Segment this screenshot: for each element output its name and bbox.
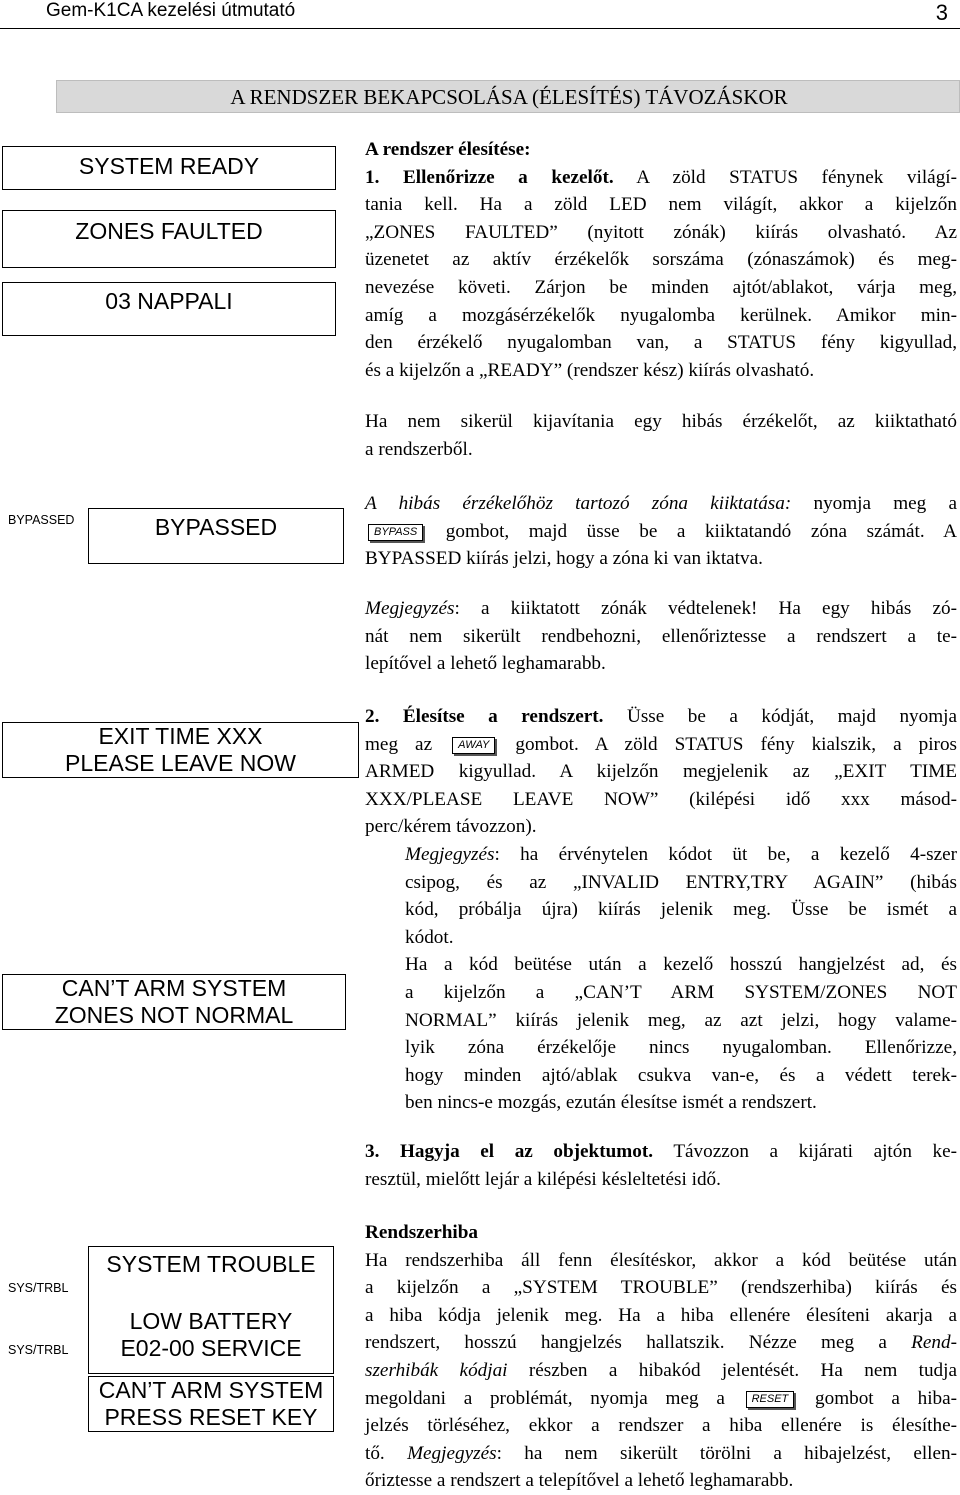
sys-trbl-indicator-label: SYS/TRBL bbox=[8, 1281, 69, 1295]
display-system-ready bbox=[2, 146, 336, 190]
text-line: lyik zóna érzékelője nincs nyugalomban. Ellenőrizze, bbox=[405, 1037, 957, 1059]
text-line: nát nem sikerült rendbehozni, ellenőriztesse a rendszert a te- bbox=[365, 625, 957, 647]
text-fragment: gombot a hiba- bbox=[815, 1387, 958, 1409]
display-zones-faulted bbox=[2, 210, 336, 268]
display-system-trouble bbox=[88, 1246, 334, 1374]
text-line: perc/kérem távozzon). bbox=[365, 816, 537, 838]
text-fragment: : ha érvénytelen kódot üt be, a kezelő 4-szer bbox=[494, 844, 957, 865]
text-line: a rendszerből. bbox=[365, 438, 473, 460]
display-exit-time bbox=[2, 722, 359, 778]
paragraph-arming-step3 bbox=[365, 1138, 957, 1193]
text-line: ARMED kigyullad. A kijelzőn megjelenik az „EXIT TIME bbox=[365, 761, 957, 783]
step-number: 2. bbox=[365, 706, 380, 727]
page-number: 3 bbox=[935, 0, 948, 25]
paragraph-bypass-info bbox=[365, 408, 957, 463]
step-title: Hagyja el az objektumot. bbox=[399, 1141, 654, 1162]
paragraph-title: Rendszerhiba bbox=[365, 1222, 478, 1243]
text-line: den érzékelő nyugalomban van, a STATUS fény kigyullad, bbox=[365, 332, 957, 354]
display-line: PRESS RESET KEY bbox=[104, 1404, 318, 1430]
text-line: üzenetet az aktív érzékelők sorszáma (zónaszámok) és meg- bbox=[365, 249, 957, 271]
text-line: NORMAL” kiírás jelenik meg, az azt jelzi, hogy valame- bbox=[405, 1009, 957, 1031]
text-line: „ZONES FAULTED” (nyitott zónák) kiírás olvasható. Az bbox=[365, 221, 957, 243]
text-line: jelzés törléséhez, ekkor a rendszer a hiba ellenére is élesíthe- bbox=[365, 1415, 957, 1437]
text-line: resztül, mielőtt lejár a kilépési késleltetési idő. bbox=[365, 1168, 721, 1190]
text-line: őriztesse a rendszert a telepítővel a lehető leghamarabb. bbox=[365, 1470, 794, 1492]
text-line: kód, próbálja újra) kiírás jelenik meg. Üsse be ismét a bbox=[405, 899, 957, 921]
display-line: ZONES FAULTED bbox=[75, 218, 263, 244]
text-line bbox=[365, 518, 957, 546]
text-fragment: : a kiiktatott zónák védtelenek! Ha egy hibás zó- bbox=[454, 598, 957, 619]
display-line: SYSTEM READY bbox=[78, 153, 260, 179]
display-line: SYSTEM TROUBLE bbox=[106, 1251, 316, 1277]
display-line: EXIT TIME XXX bbox=[98, 723, 263, 749]
text-line: kódot. bbox=[405, 926, 454, 948]
display-line: BYPASSED bbox=[154, 514, 278, 540]
text-line: BYPASSED kiírás jelzi, hogy a zóna ki van iktatva. bbox=[365, 548, 763, 570]
text-fragment: A hibás érzékelőhöz tartozó zóna kiiktatása: bbox=[365, 493, 792, 514]
text-line: Ha nem sikerül kijavítania egy hibás érzékelőt, az kiiktatható bbox=[365, 411, 957, 432]
display-line: E02-00 SERVICE bbox=[120, 1335, 302, 1361]
text-line: és a kijelzőn a „READY” (rendszer kész) kiírás olvasható. bbox=[365, 359, 815, 381]
text-line: hogy minden ajtó/ablak csukva van-e, és a védett terek- bbox=[405, 1064, 957, 1086]
reset-key-icon: RESET bbox=[746, 1391, 795, 1408]
display-line: CAN’T ARM SYSTEM bbox=[61, 975, 287, 1001]
text-line: XXX/PLEASE LEAVE NOW” (kilépési idő xxx másod- bbox=[365, 788, 957, 810]
text-fragment: A zöld STATUS fénynek világí- bbox=[636, 166, 958, 188]
text-fragment: rendszert, hosszú hangjelzés hallatszik. Nézze meg a bbox=[365, 1332, 887, 1354]
text-line bbox=[365, 703, 957, 731]
section-title: A RENDSZER BEKAPCSOLÁSA (ÉLESÍTÉS) TÁVOZÁSKOR bbox=[230, 85, 788, 109]
note-label: Megjegyzés bbox=[407, 1442, 497, 1464]
display-line: 03 NAPPALI bbox=[105, 288, 233, 314]
text-line bbox=[365, 490, 957, 518]
text-line bbox=[365, 1440, 957, 1468]
bypassed-indicator-label: BYPASSED bbox=[8, 513, 75, 527]
text-line: csipog, és az „INVALID ENTRY,TRY AGAIN” (hibás bbox=[405, 871, 957, 893]
note-label: Megjegyzés bbox=[405, 844, 495, 865]
display-cant-arm-reset bbox=[88, 1376, 334, 1432]
paragraph-system-trouble bbox=[365, 1219, 957, 1495]
text-line bbox=[365, 595, 957, 623]
text-line: a kijelzőn a „SYSTEM TROUBLE” (rendszerhiba) kiírás és bbox=[365, 1277, 957, 1299]
text-fragment: meg az bbox=[365, 733, 433, 755]
display-line: ZONES NOT NORMAL bbox=[54, 1002, 294, 1028]
text-line: ben nincs-e mozgás, ezután élesítse ismét a rendszert. bbox=[405, 1092, 817, 1114]
step-title: Élesítse a rendszert. bbox=[402, 706, 604, 727]
display-bypassed bbox=[88, 508, 344, 564]
text-line: a kijelzőn a „CAN’T ARM SYSTEM/ZONES NOT bbox=[405, 981, 957, 1003]
text-line: Ha rendszerhiba áll fenn élesítéskor, akkor a kód beütése után bbox=[365, 1249, 957, 1271]
paragraph-bypass-zone bbox=[365, 490, 957, 573]
bypass-key-icon: BYPASS bbox=[368, 524, 423, 541]
paragraph-bypass-note bbox=[365, 595, 957, 678]
section-heading-bar bbox=[56, 80, 960, 113]
display-zone-name bbox=[2, 282, 336, 336]
page-header bbox=[0, 0, 960, 30]
text-line: nevezése követi. Zárjon be minden ajtót/ablakot, várja meg, bbox=[365, 276, 957, 298]
text-fragment: tő. bbox=[365, 1442, 385, 1464]
display-line: CAN’T ARM SYSTEM bbox=[98, 1377, 324, 1403]
text-line: lepítővel a lehető leghamarabb. bbox=[365, 653, 606, 675]
note-label: Megjegyzés bbox=[365, 598, 455, 619]
text-line: Ha a kód beütése után a kezelő hosszú hangjelzést ad, és bbox=[405, 954, 957, 976]
step-number: 3. bbox=[365, 1141, 380, 1162]
paragraph-arming-step1 bbox=[365, 136, 957, 384]
away-key-icon: AWAY bbox=[452, 737, 495, 754]
text-line: tania kell. Ha a zöld LED nem világít, akkor a kijelzőn bbox=[365, 194, 957, 216]
text-fragment: részben a hibakód jelentését. Ha nem tudja bbox=[528, 1359, 957, 1381]
display-line: LOW BATTERY bbox=[129, 1308, 293, 1334]
text-fragment: megoldani a problémát, nyomja meg a bbox=[365, 1387, 725, 1409]
paragraph-title: A rendszer élesítése: bbox=[365, 139, 531, 160]
text-line: amíg a mozgásérzékelők nyugalomba kerülnek. Amikor min- bbox=[365, 304, 957, 326]
sys-trbl-indicator-label: SYS/TRBL bbox=[8, 1343, 69, 1357]
step-title: Ellenőrizze a kezelőt. bbox=[402, 166, 614, 188]
display-line: PLEASE LEAVE NOW bbox=[65, 750, 296, 776]
text-line bbox=[365, 164, 957, 192]
paragraph-invalid-code-note bbox=[405, 841, 957, 1117]
text-fragment: Távozzon a kijárati ajtón ke- bbox=[673, 1141, 958, 1162]
text-line: a hiba kódja jelenik meg. Ha a hiba ellenére élesíteni akarja a bbox=[365, 1304, 957, 1326]
text-line bbox=[365, 1138, 957, 1166]
display-cant-arm-zones bbox=[2, 974, 346, 1030]
text-line bbox=[405, 841, 957, 869]
text-fragment: Rend- bbox=[911, 1332, 957, 1354]
text-line bbox=[365, 1385, 957, 1413]
header-rule bbox=[0, 28, 960, 29]
paragraph-arming-step2 bbox=[365, 703, 957, 841]
text-line bbox=[365, 1329, 957, 1357]
text-fragment: szerhibák kódjai bbox=[365, 1359, 508, 1381]
text-fragment: gombot, majd üsse be a kiiktatandó zóna számát. A bbox=[445, 520, 958, 542]
text-line bbox=[365, 1357, 957, 1385]
text-line bbox=[365, 731, 957, 759]
text-fragment: Üsse be a kódját, majd nyomja bbox=[626, 706, 957, 727]
text-fragment: gombot. A zöld STATUS fény kialszik, a piros bbox=[515, 733, 958, 755]
document-title: Gem-K1CA kezelési útmutató bbox=[46, 0, 296, 21]
step-number: 1. bbox=[365, 166, 380, 188]
text-fragment: nyomja meg a bbox=[813, 493, 958, 514]
text-fragment: : ha nem sikerült törölni a hibajelzést, ellen- bbox=[496, 1442, 958, 1464]
